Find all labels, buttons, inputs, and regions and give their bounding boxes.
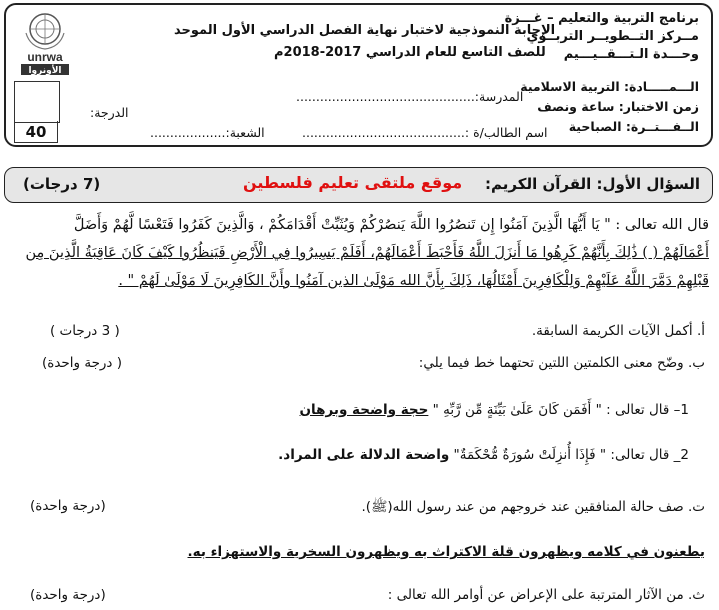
section-field: الشعبة:................... <box>150 125 265 140</box>
item-b1 <box>300 402 689 418</box>
item-c: ت. صف حالة المنافقين عند خروجهم من عند رسول الله(ﷺ). <box>361 499 705 515</box>
item-c-answer: يطعنون في كلامه ويظهرون قلة الاكتراث به ويظهرون السخرية والاستهزاء به. <box>187 544 705 560</box>
unrwa-logo <box>16 11 74 75</box>
site-banner: موقع ملتقى تعليم فلسطين <box>243 173 463 192</box>
question-marks: (7 درجات) <box>23 175 101 193</box>
grade-box <box>14 81 60 123</box>
item-a: أ. أكمل الآيات الكريمة السابقة. <box>531 323 705 339</box>
exam-subtitle: للصف التاسع للعام الدراسي 2017-2018م <box>274 45 546 60</box>
question-title: السؤال الأول: القرآن الكريم: <box>485 175 700 193</box>
item-b-marks: ( درجة واحدة) <box>42 355 123 371</box>
item-a-marks: ( 3 درجات ) <box>50 323 120 339</box>
org-line-1: برنامج التربية والتعليم – غـــزة <box>504 11 699 26</box>
grade-label: الدرجة: <box>90 105 129 120</box>
subject-field: الـــمـــــادة: التربية الاسلامية <box>520 79 699 94</box>
exam-header <box>4 3 713 147</box>
verse-line-3: قَبْلِهِمْ دَمَّرَ اللَّهُ عَلَيْهِمْ وَلِلْكَافِرِينَ أَمْثَالُهَا، ذَلِكَ بِأَنَّ الله مَوْلَىٰ الذين آمَنُوا وأَنَّ الكَافِرِينَ لَا مَوْلَىٰ لَهُمْ " . <box>118 273 709 289</box>
total-score: 40 <box>14 121 58 143</box>
duration-field: زمن الاختبار: ساعة ونصف <box>537 99 699 114</box>
item-b2-answer: واضحة الدلالة على المراد. <box>278 447 450 463</box>
item-b: ب. وضّح معنى الكلمتين اللتين تحتهما خط فيما يلي: <box>418 355 705 371</box>
verse-line-2: أَعْمَالَهُمْ ( ) ذَٰلِكَ بِأَنَّهُمْ كَرِهُوا مَا أَنزَلَ اللَّهُ فَأَحْبَطَ أَعْمَالَهُمْ، أَفَلَمْ يَسِيرُوا فِي الْأَرْضِ فَيَنظُرُوا كَيْفَ كَانَ عَاقِبَةُ الَّذِينَ مِن <box>25 245 709 261</box>
verse-block <box>9 211 709 295</box>
logo-text-en: unrwa <box>27 50 63 64</box>
item-b2 <box>278 447 689 463</box>
verse-line-1: قال الله تعالى : " يَا أَيُّهَا الَّذِينَ آمَنُوا إِن تَنصُرُوا اللَّهَ يَنصُرْكُمْ وَيُثَبِّتْ أَقْدَامَكُمْ ، وَالَّذِينَ كَفَرُوا فَتَعْسًا لَّهُمْ وَأَضَلَّ <box>73 217 709 233</box>
student-name-field: اسم الطالب/ة :......................................... <box>302 125 548 140</box>
item-b1-text: 1– قال تعالى : " أَفَمَن كَانَ عَلَىٰ بَيِّنَةٍ مِّن رَّبِّهِ " <box>432 402 689 418</box>
item-b1-answer: حجة واضحة وبرهان <box>299 402 429 418</box>
item-b2-text: 2_ قال تعالى: " فَإِذَا أُنزِلَتْ سُورَةٌ مُّحْكَمَةٌ" <box>453 447 689 463</box>
question-bar <box>4 167 713 203</box>
logo-text-ar: الأونروا <box>28 66 62 75</box>
item-c-marks: (درجة واحدة) <box>30 498 106 514</box>
period-field: الــفـــتــرة: الصباحية <box>568 119 699 134</box>
un-emblem-icon <box>16 11 74 75</box>
org-line-2: مــركز التــطويــر التربــوي <box>526 29 699 44</box>
school-field: المدرسة:............................................. <box>296 89 524 104</box>
item-d: ث. من الآثار المترتبة على الإعراض عن أوامر الله تعالى : <box>387 587 705 603</box>
exam-title: الإجابة النموذجية لاختبار نهاية الفصل الدراسي الأول الموحد <box>174 23 556 38</box>
item-d-marks: (درجة واحدة) <box>30 587 106 603</box>
org-line-3: وحـــدة الـتـــقــيـــيم <box>563 47 699 62</box>
